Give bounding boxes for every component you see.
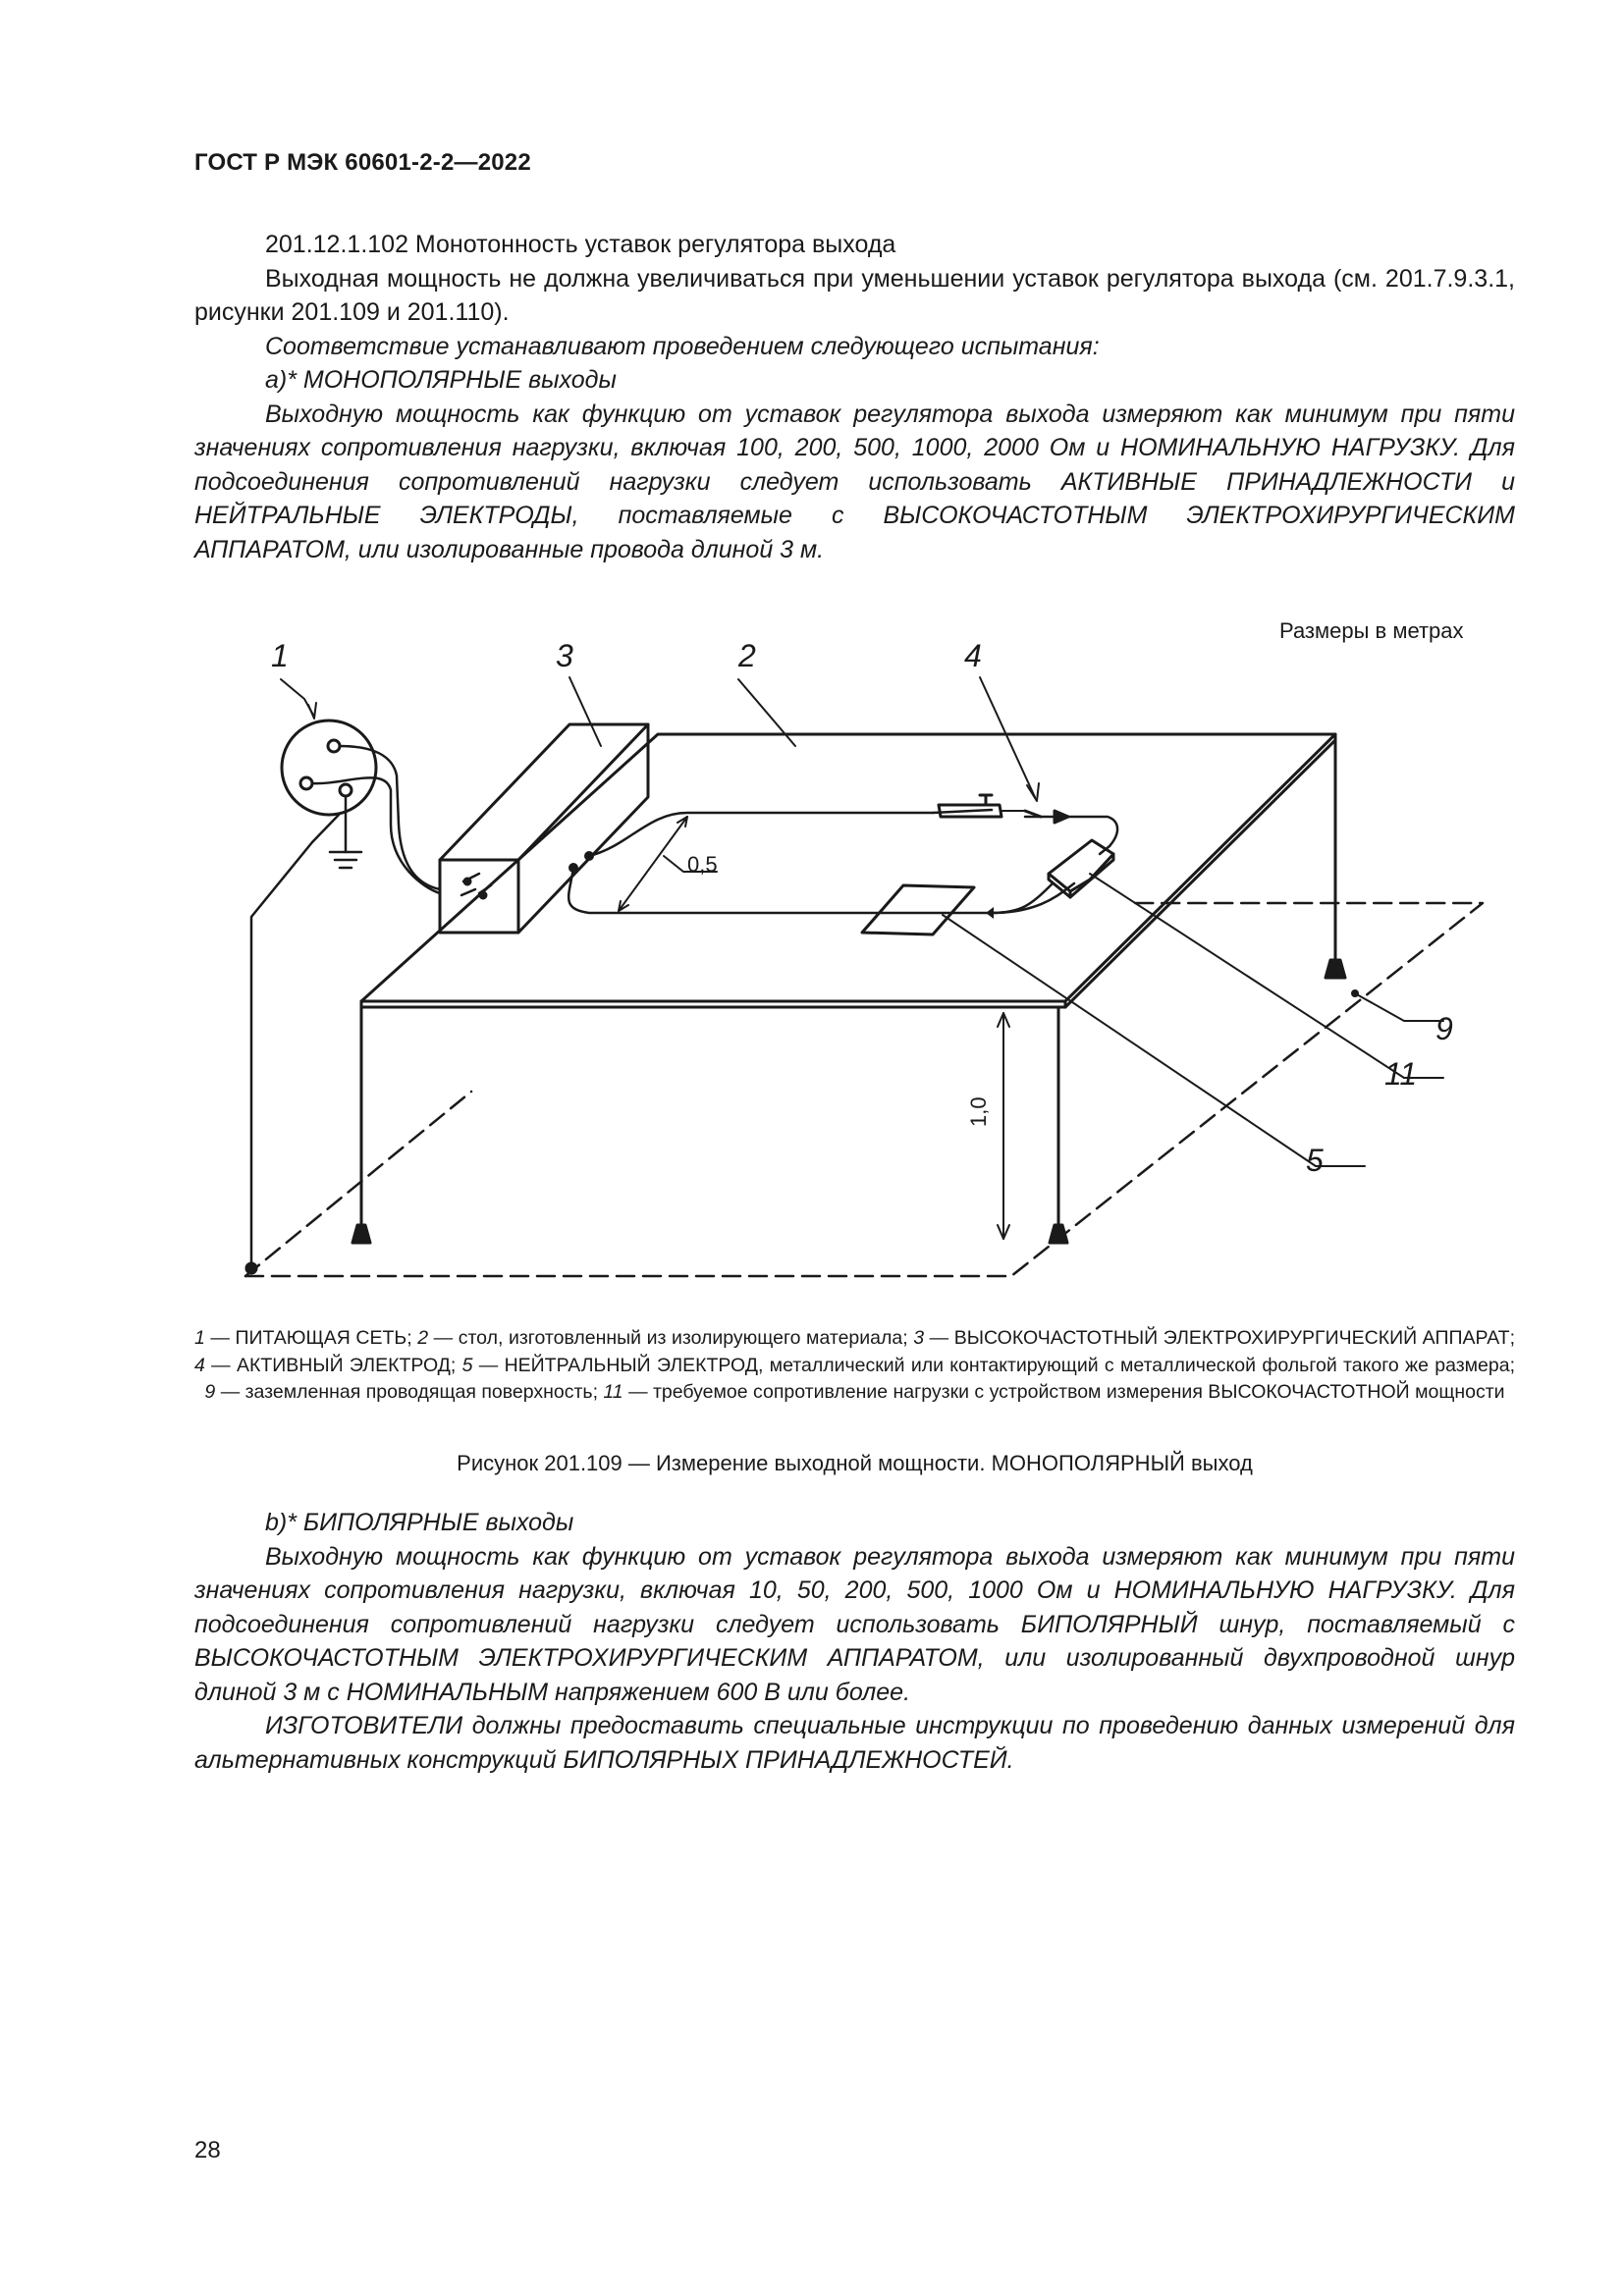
page-number: 28 [194,2137,221,2163]
paragraph-monopolar-title: a)* МОНОПОЛЯРНЫЕ выходы [265,366,617,394]
figure-label-9: 9 [1435,1011,1453,1046]
legend-text: — НЕЙТРАЛЬНЫЙ ЭЛЕКТРОД, металлический или контактирующий с металлической фольгой такого же размера; [472,1354,1515,1376]
figure-label-11: 11 [1384,1056,1418,1092]
figure-label-4: 4 [964,638,982,673]
legend-text: — требуемое сопротивление нагрузки с устройством измерения ВЫСОКОЧАСТОТНОЙ мощности [623,1381,1505,1403]
legend-num: 4 [194,1354,205,1376]
test-setup-diagram [0,589,1624,1315]
height-dimension [998,1013,1009,1239]
section-monopolar [194,228,1515,566]
legend-num: 9 [204,1381,216,1403]
paragraph-monopolar-method: Выходную мощность как функцию от уставок регулятора выхода измеряют как минимум при пяти значениях сопротивления нагрузки, включая 100, 200, 500, 1000, 2000 Ом и НОМИНАЛЬНУЮ НАГРУЗКУ. Для подсоединения сопротивлений нагрузки следует использовать АКТИВНЫЕ ПРИНАДЛЕЖНОСТИ и НЕЙТРАЛЬНЫЕ ЭЛЕКТРОДЫ, поставляемые с ВЫСОКОЧАСТОТНЫМ ЭЛЕКТРОХИРУРГИЧЕСКИМ АППАРАТОМ, или изолированные провода длиной 3 м. [194,400,1515,563]
paragraph-bipolar-method: Выходную мощность как функцию от уставок регулятора выхода измеряют как минимум при пяти значениях сопротивления нагрузки, включая 10, 50, 200, 500, 1000 Ом и НОМИНАЛЬНУЮ НАГРУЗКУ. Для подсоединения сопротивлений нагрузки следует использовать БИПОЛЯРНЫЙ шнур, поставляемый с ВЫСОКОЧАСТОТНЫМ ЭЛЕКТРОХИРУРГИЧЕСКИМ АППАРАТОМ, или изолированный двухпроводной шнур длиной 3 м с НОМИНАЛЬНЫМ напряжением 600 В или более. [194,1542,1515,1706]
cable-loop [568,810,1117,913]
neutral-electrode [862,885,994,934]
section-bipolar [194,1506,1515,1777]
legend-text: — стол, изготовленный из изолирующего материала; [428,1327,914,1349]
mains-supply [246,721,440,1273]
figure-label-2: 2 [738,638,756,673]
dimensions-note: Размеры в метрах [1279,618,1464,643]
legend-num: 11 [603,1381,623,1403]
figure-caption: Рисунок 201.109 — Измерение выходной мощности. МОНОПОЛЯРНЫЙ выход [457,1451,1253,1475]
legend-num: 1 [194,1327,205,1349]
legend-text: — АКТИВНЫЙ ЭЛЕКТРОД; [204,1354,462,1376]
figure-label-3: 3 [556,638,573,673]
ground-plane [245,903,1483,1276]
dimension-height-label: 1,0 [966,1096,991,1127]
figure-label-5: 5 [1306,1143,1324,1178]
legend-num: 5 [461,1354,473,1376]
figure-label-1: 1 [271,638,289,673]
legend-text: — ВЫСОКОЧАСТОТНЫЙ ЭЛЕКТРОХИРУРГИЧЕСКИЙ АППАРАТ; [924,1327,1516,1349]
paragraph-manufacturer-instructions: ИЗГОТОВИТЕЛИ должны предоставить специальные инструкции по проведению данных измерений для альтернативных конструкций БИПОЛЯРНЫХ ПРИНАДЛЕЖНОСТЕЙ. [194,1712,1515,1774]
section-heading: 201.12.1.102 Монотонность уставок регулятора выхода [265,231,896,258]
legend-num: 3 [913,1327,925,1349]
paragraph-compliance: Соответствие устанавливают проведением следующего испытания: [265,332,1100,360]
load-measuring-device [1049,840,1113,897]
table-top [361,734,1335,1007]
legend-text: — заземленная проводящая поверхность; [215,1381,604,1403]
leader-lines [281,677,1443,1166]
legend-text: — ПИТАЮЩАЯ СЕТЬ; [204,1327,418,1349]
figure-201-109 [0,589,1624,1315]
figure-legend [194,1325,1515,1407]
paragraph-monotonicity: Выходная мощность не должна увеличиваться при уменьшении уставок регулятора выхода (см. 201.7.9.3.1, рисунки 201.109 и 201.110). [194,264,1515,326]
paragraph-bipolar-title: b)* БИПОЛЯРНЫЕ выходы [265,1509,574,1536]
document-header: ГОСТ Р МЭК 60601-2-2—2022 [194,149,531,176]
legend-num: 2 [417,1327,429,1349]
dimension-width-label: 0,5 [687,852,718,877]
table-legs [352,740,1345,1243]
active-electrode [939,795,1068,823]
